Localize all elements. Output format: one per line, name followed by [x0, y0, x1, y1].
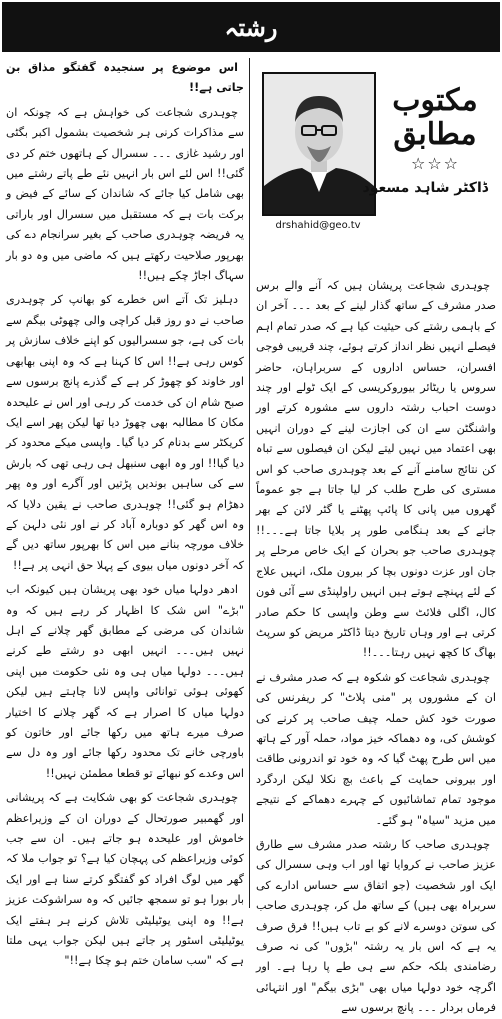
article-title: رشتہ	[224, 12, 278, 42]
author-photo	[262, 72, 376, 216]
author-name: ڈاکٹر شاہد مسعود	[362, 180, 488, 196]
column-divider	[249, 58, 250, 908]
rating-stars-icon: ☆☆☆	[410, 154, 460, 173]
paragraph: چوہدری شجاعت کی خواہش ہے کہ چونکہ ان سے مذاکرات کرنی ہر شخصیت بشمول اکبر بگٹی اور رشید غازی ۔۔۔ سسرال کے ہاتھوں ختم کر دی گئی!! اس لئے اس بار انہیں نئے طے پاتے رشتے میں بھی شامل کیا جائے کہ شاندان کے سائے کے فیض و برکت بات ہے کہ مستقبل میں سسرال اور باراتی یہ فریضہ چوہدری صاحب کے بغیر سرانجام دے کی بھرپور صلاحیت رکھتے ہیں کہ ماضی میں وہ دو بار سہاگ اجاڑ چکے ہیں!!	[6, 105, 244, 283]
paragraph: اس موضوع پر سنجیدہ گفتگو مذاق بن جاتی ہے!!	[6, 61, 244, 95]
article-column-left	[6, 58, 244, 968]
author-email: drshahid@geo.tv	[275, 220, 361, 231]
article-column-right	[256, 276, 496, 1015]
paragraph: چوہدری شجاعت پریشان ہیں کہ آنے والے برس صدر مشرف کے ساتھ گذار لینے کے بعد ۔۔۔ آخر ان کے باہمی رشتے کی حیثیت کیا ہے کہ صدر تمام اہم فیصلے انہیں نظر انداز کرتے ہوئے، چند قریبی فوجی افسران، حساس اداروں کے سربراہان، حاضر سروس یا ریٹائر بیوروکریسی کے ایک ٹولے اور چند دوست احباب رشتہ داروں سے مشورہ کرتے اور واشنگٹن سے ان کی اجازت لینے کے دوران انہیں بھی اعتماد میں نہیں لیتے لیکن ان فیصلوں سے تباہ کن نتائج سامنے آنے کے بعد چوہدری صاحب کو اس مستری کی طرح طلب کر لیا جاتا ہے جو عموماً گھروں میں پانی کا پائپ پھٹنے یا گٹر لائن کے بھر جانے کے بعد ہنگامی طور پر بلایا جاتا ہے۔۔۔!! چوہدری صاحب جو بحران کے ایک خاص مرحلے پر جان اور عزت دونوں بچا کر بیرون ملک، انہیں علاج کے لئے پہنچے ہوتے ہیں انہیں راولپنڈی سے آئی فون کال، اگلی فلائٹ سے وطن واپسی کا حکم صادر کرتی ہے اور وہاں تاریخ دیتا ڈاکٹر مریض کو سرپٹ بھاگ کا کچھ نہیں رہتا۔۔۔!!	[256, 279, 496, 660]
paragraph: چوہدری صاحب کا رشتہ صدر مشرف سے طارق عزیز صاحب نے کروایا تھا اور اب وہی سسرال کی ایک اور شخصیت (جو اتفاق سے حساس ادارے کی سربراہ بھی ہیں) کے ساتھ مل کر، چوہدری صاحب کی سوتن دوسرے لانے کو بے تاب ہیں!! فرق صرف یہ ہے کہ اس بار یہ رشتہ "بڑوں" کی نہ صرف رضامندی بلکہ حکم سے ہی طے پا رہا ہے۔ اور اگرچہ خود دولہا میاں بھی "بڑی بیگم" اور انتہائی فرماں بردار ۔۔۔ پانچ برسوں سے	[256, 837, 496, 1015]
article-title-banner	[2, 2, 500, 52]
column-logo: مکتوب مطابق	[392, 83, 478, 152]
paragraph: چوہدری شجاعت کو بھی شکایت ہے کہ پریشانی اور گھمبیر صورتحال کے دوران ان کے وزیراعظم خاموش اور علیحدہ ہو جاتے ہیں۔ ان سے جب کوئی وزیراعظم کی پہچان کیا ہے؟ تو جواب ملا کہ گھر میں لوگ افراد کو گفتگو کرتے سنا ہے اور ایک بار بورا ہو تو سمجھ جائیں کہ وہ سراشوکت عزیز ہے!! وہ اپنی یوٹیلیٹی تلاش کرنے ہر ہفتے ایک یوٹیلیٹی اسٹور پر جاتے ہیں لیکن جواب یہی ملتا ہے کہ "سب سامان ختم ہو چکا ہے!!"	[6, 791, 244, 968]
columnist-profile	[256, 62, 496, 270]
paragraph: چوہدری شجاعت کو شکوہ ہے کہ صدر مشرف نے ان کے مشوروں پر "منی پلاٹ" کر ریفرنس کی صورت خود کش حملہ چیف صاحب پر کرنے کی کوشش کی، وہ دھماکہ خیز مواد، حملہ آور کے ہاتھ میں اس طرح پھٹ گیا کہ وہ خود تو اندرونی طاقت اور بیرونی حمایت کے باعث بچ نکلا لیکن اردگرد موجود تمام تماشائیوں کے چہرے دھماکے کے نتیجے میں مزید "سیاہ" ہو گئے۔	[256, 670, 496, 827]
paragraph: دہلیز تک آتے اس خطرے کو بھانپ کر چوہدری صاحب نے دو روز قبل کراچی والی چھوٹی بیگم سے بات کی ہے، جو سسرالیوں کو اپنے خلاف سازش پر کوس رہی ہے!! اس کا کہنا ہے کہ وہ اپنی بھابھی اور خاوند کو چھوڑ کر ہے کے گذرے پانچ برسوں سے صبح شام ان کی خدمت کر رہی اور اس نے علیحدہ مکان کا مطالبہ بھی چھوڑ دیا تھا لیکن پھر اسے ایک کریکٹر سے بدنام کر دیا گیا۔ واپسی میکے محدود کر دیا گیا!! اور وہ ابھی سنبھل ہی رہی تھی کہ بارش سے کی ساہیں بوندیں پڑتیں اور آگرے اور وہ پھر دھڑام ہو گئی!! چوہدری صاحب نے یقین دلایا کہ وہ اس گھر کو دوبارہ آباد کر نے اور نئی دلہن کے خلاف مورچہ بنانے میں اس کا بھرپور ساتھ دیں گے کہ آخر دونوں میاں بیوی کے پہلا حق انہی پر ہے!!	[6, 293, 244, 572]
paragraph: ادھر دولہا میاں خود بھی پریشان ہیں کیونکہ اب "بڑے" اس شک کا اظہار کر رہے ہیں کہ وہ شاندان کی مرضی کے مطابق گھر چلانے کے اہل نہیں ہیں۔۔۔ انہیں ابھی دو رشتے طے کرنے ہیں۔۔۔ دولہا میاں ہی وہ نئی حکومت میں اپنی کھوئی ہوئی توانائی واپس لانا چاہتے ہیں لیکن دولہا میاں کا اصرار ہے کہ گھر چلانے کا اختیار صرف میرے ہاتھ میں رکھا جائے اور خاتون کو باورچی خانے تک محدود رکھا جائے اور وہ دل سے اس وعدے کو نبھائے تو قطعا مطمئن نہیں!!	[6, 583, 244, 780]
author-portrait-icon	[264, 74, 374, 214]
